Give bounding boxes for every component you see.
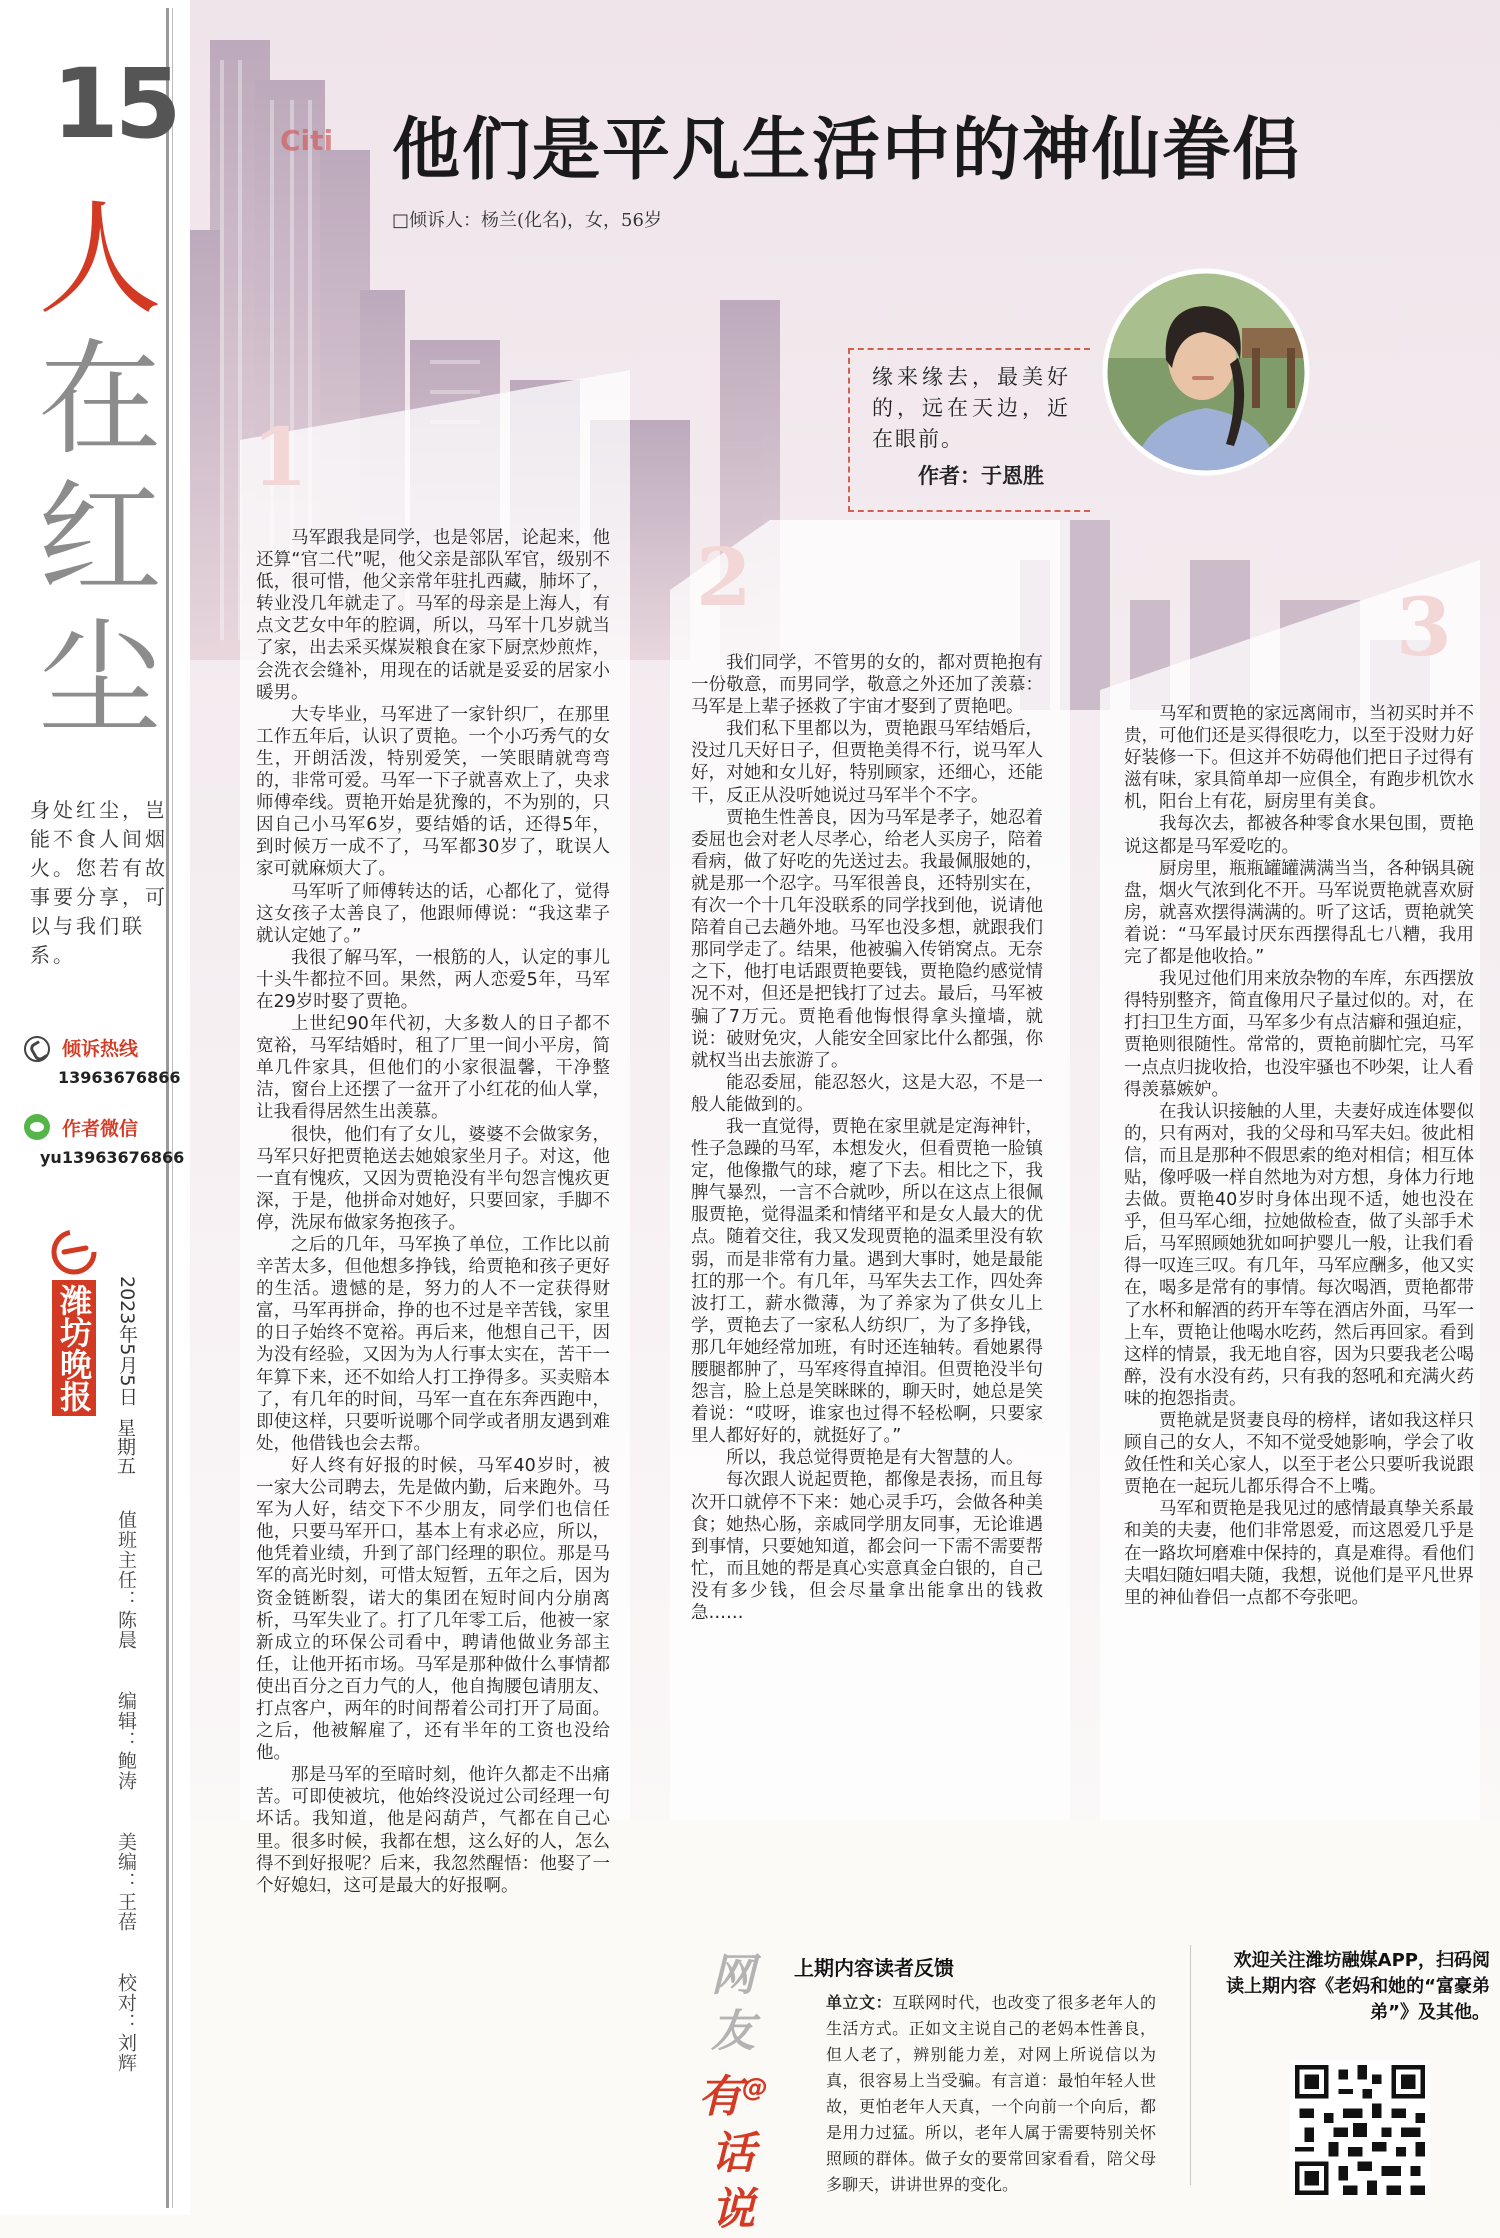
phone-icon	[24, 1036, 50, 1062]
feedback-logo-char: 话	[711, 2127, 755, 2179]
paragraph: 马军和贾艳是我见过的感情最真挚关系最和美的夫妻，他们非常恩爱，而这恩爱几乎是在一路坎坷磨难中保持的，真是难得。看他们夫唱妇随妇唱夫随，我想，说他们是平凡世界里的神仙眷侣一点都不夸张吧。	[1124, 1499, 1474, 1608]
paragraph: 每次跟人说起贾艳，都像是表扬，而且每次开口就停不下来：她心灵手巧，会做各种美食；她热心肠，亲戚同学朋友同事，无论谁遇到事情，只要她知道，都会问一下需不需要帮忙，而且她的帮是真心实意真金白银的，自己没有多少钱，但会尽量拿出能拿出的钱救急……	[691, 1470, 1043, 1624]
paragraph: 上世纪90年代初，大多数人的日子都不宽裕，马军结婚时，租了厂里一间小平房，简单几件家具，但他们的小家很温馨，干净整洁，窗台上还摆了一盆开了小红花的仙人掌，让我看得居然生出羡慕。	[256, 1014, 610, 1123]
wechat-id: yu13963676866	[40, 1148, 185, 1167]
narrator-line: □倾诉人：杨兰(化名)，女，56岁	[392, 210, 662, 231]
page-number: 15	[52, 48, 178, 160]
feedback-divider	[1190, 1945, 1191, 2185]
paragraph: 我很了解马军，一根筋的人，认定的事儿十头牛都拉不回。果然，两人恋爱5年，马军在29岁时娶了贾艳。	[256, 947, 610, 1012]
feedback-logo-char	[688, 2060, 778, 2126]
issue-date: 2023年5月5日	[116, 1276, 138, 1406]
svg-text:Citi: Citi	[280, 124, 334, 157]
paragraph: 我们同学，不管男的女的，都对贾艳抱有一份敬意，而男同学，敬意之外还加了羡慕：马军是上辈子拯救了宇宙才娶到了贾艳吧。	[691, 653, 1043, 718]
section-number-1: 1	[252, 410, 308, 504]
section-title-char: 红	[38, 468, 163, 612]
hotline-label: 倾诉热线	[62, 1038, 139, 1060]
paragraph: 我见过他们用来放杂物的车库，东西摆放得特别整齐，简直像用尺子量过似的。对，在打扫卫生方面，马军多少有点洁癖和强迫症，贾艳则很随性。常常的，贾艳前脚忙完，马军一点点归拢收拾，也没牢骚也不吵架，让人看得羡慕嫉妒。	[1124, 969, 1474, 1100]
paragraph: 那是马军的至暗时刻，他许久都走不出痛苦。可即使被坑，他始终没说过公司经理一句坏话。我知道，他是闷葫芦，气都在自己心里。很多时候，我都在想，这么好的人，怎么得不到好报呢？后来，我忽然醒悟：他娶了一个好媳妇，这可是最大的好报啊。	[256, 1765, 610, 1896]
section-title-char: 尘	[38, 608, 163, 752]
qr-code-icon[interactable]	[1290, 2060, 1430, 2200]
paragraph: 马军跟我是同学，也是邻居，论起来，他还算“官二代”呢，他父亲是部队军官，级别不低，很可惜，他父亲常年驻扎西藏，肺坏了，转业没几年就走了。马军的母亲是上海人，有点文艺女中年的腔调，所以，马军十几岁就当了家，出去采买煤炭粮食在家下厨烹炒煎炸，会洗衣会缝补，用现在的话就是妥妥的居家小暖男。	[256, 528, 610, 703]
article-column-1	[256, 527, 610, 1897]
newspaper-logo-icon	[50, 1228, 98, 1276]
section-number-3: 3	[1396, 580, 1452, 674]
section-title-char: 人	[38, 188, 163, 332]
wechat-icon	[24, 1114, 50, 1140]
feedback-title: 上期内容读者反馈	[794, 1956, 954, 1980]
paragraph: 贾艳生性善良，因为马军是孝子，她忍着委屈也会对老人尽孝心，给老人买房子，陪着看病，做了好吃的先送过去。我最佩服她的，就是那一个忍字。马军很善良，还特别实在，有次一个十几年没联系的同学找到他，说请他陪着自己去趟外地。马军也没多想，就跟我们那同学走了。结果，他被骗入传销窝点。无奈之下，他打电话跟贾艳要钱，贾艳隐约感觉情况不对，但还是把钱打了过去。最后，马军被骗了7万元。贾艳看他悔恨得拿头撞墙，就说：破财免灾，人能安全回家比什么都强，你就权当出去旅游了。	[691, 807, 1043, 1071]
credit-duty: 值班主任：陈晨	[115, 1510, 137, 1650]
newspaper-name	[52, 1280, 96, 1416]
feedback-body	[826, 1990, 1156, 2198]
paragraph: 厨房里，瓶瓶罐罐满满当当，各种锅具碗盘，烟火气浓到化不开。马军说贾艳就喜欢厨房，就喜欢摆得满满的。听了这话，贾艳就笑着说：“马军最讨厌东西摆得乱七八糟，我用完了都是他收拾。”	[1124, 858, 1474, 968]
rail-divider	[166, 8, 169, 2208]
paragraph: 能忍委屈，能忍怒火，这是大忍，不是一般人能做到的。	[691, 1072, 1043, 1115]
credit-proofreader: 校对：刘辉	[115, 1973, 137, 2074]
paragraph: 之后的几年，马军换了单位，工作比以前辛苦太多，但他想多挣钱，给贾艳和孩子更好的生活。遗憾的是，努力的人不一定获得财富，马军再拼命，挣的也不过是辛苦钱，家里的日子始终不宽裕。再后来，他想自己干，因为没有经验，又因为为人行事太实在，苦干一年算下来，还不如给人打工挣得多。买卖赔本了，有几年的时间，马军一直在东奔西跑中，即使这样，只要听说哪个同学或者朋友遇到难处，他借钱也会去帮。	[256, 1235, 610, 1454]
pull-quote: 缘来缘去，最美好的，远在天边，近在眼前。	[872, 365, 1070, 451]
article-column-2	[691, 652, 1043, 1624]
paragraph: 在我认识接触的人里，夫妻好成连体婴似的，只有两对，我的父母和马军夫妇。彼此相信，而且是那种不假思索的绝对相信；相互体贴，像呼吸一样自然地为对方想，身体力行地去做。贾艳40岁时身体出现不适，她也没在乎，但马军心细，拉她做检查，做了头部手术后，马军照顾她犹如呵护婴儿一般，让我们看得一叹连三叹。有几年，马军应酬多，他又实在，喝多是常有的事情。每次喝酒，贾艳都带了水杯和解酒的药开车等在酒店外面，马军一上车，贾艳让他喝水吃药，然后再回家。看到这样的情景，我无地自容，因为只要我老公喝醉，没有水没有药，只有我的怒吼和充满火药味的抱怨指责。	[1124, 1101, 1474, 1409]
feedback-logo-char: 友	[711, 2006, 755, 2057]
section-number-2: 2	[696, 530, 752, 624]
paragraph: 我一直觉得，贾艳在家里就是定海神针，性子急躁的马军，本想发火，但看贾艳一脸镇定，他像撒气的球，瘪了下去。相比之下，我脾气暴烈，一言不合就吵，所以在这点上很佩服贾艳，觉得温柔和情绪平和是女人最大的优点。随着交往，我又发现贾艳的温柔里没有软弱，而是非常有力量。遇到大事时，她是最能扛的那一个。有几年，马军失去工作，四处奔波打工，薪水微薄，为了养家为了供女儿上学，贾艳去了一家私人纺织厂，为了多挣钱，那几年她经常加班，有时还连轴转。看她累得腰腿都肿了，马军疼得直掉泪。但贾艳没半句怨言，脸上总是笑眯眯的，聊天时，她总是笑着说：“哎呀，谁家也过得不轻松啊，只要家里人都好好的，就挺好了。”	[691, 1116, 1043, 1447]
paragraph: 贾艳就是贤妻良母的榜样，诸如我这样只顾自己的女人，不知不觉受她影响，学会了收敛任性和关心家人，以至于老公只要听我说跟贾艳在一起玩儿都乐得合不上嘴。	[1124, 1411, 1474, 1498]
paragraph: 很快，他们有了女儿，婆婆不会做家务，马军只好把贾艳送去她娘家坐月子。对这，他一直有愧疚，又因为贾艳没有半句怨言愧疚更深，于是，他拼命对她好，只要回家，手脚不停，洗尿布做家务抱孩子。	[256, 1124, 610, 1233]
author-portrait	[1102, 268, 1310, 476]
credit-designer: 美编：王蓓	[115, 1832, 137, 1933]
issue-weekday: 星期五	[114, 1418, 136, 1475]
article-column-3	[1124, 703, 1474, 1609]
feedback-logo-char: 网	[711, 1950, 755, 2001]
section-title	[38, 188, 163, 752]
paragraph: 我们私下里都以为，贾艳跟马军结婚后，没过几天好日子，但贾艳美得不行，说马军人好，对她和女儿好，特别顾家，还细心，还能干，反正从没听她说过马军半个不字。	[691, 719, 1043, 806]
at-icon: @	[742, 2073, 768, 2103]
paragraph: 所以，我总觉得贾艳是有大智慧的人。	[726, 1448, 1024, 1469]
invite-text: 身处红尘，岂能不食人间烟火。您若有故事要分享，可以与我们联系。	[30, 798, 168, 967]
app-promo: 欢迎关注潍坊融媒APP，扫码阅读上期内容《老妈和她的“富豪弟弟”》及其他。	[1226, 1950, 1490, 2023]
paragraph: 大专毕业，马军进了一家针织厂，在那里工作五年后，认识了贾艳。一个小巧秀气的女生，开朗活泼，特别爱笑，一笑眼睛就弯弯的，非常可爱。马军一下子就喜欢上了，央求师傅牵线。贾艳开始是犹豫的，不为别的，只因自己小马军6岁，要结婚的话，还得5年，到时候万一成不了，马军都30岁了，耽误人家可就麻烦大了。	[256, 704, 610, 880]
paragraph: 马军和贾艳的家远离闹市，当初买时并不贵，可他们还是买得很吃力，以至于没财力好好装修一下。但这并不妨碍他们把日子过得有滋有味，家具简单却一应俱全，有跑步机饮水机，阳台上有花，厨房里有美食。	[1124, 704, 1474, 813]
rail-divider-thin	[172, 8, 173, 2208]
section-title-char: 在	[38, 328, 163, 472]
paragraph: 马军听了师傅转达的话，心都化了，觉得这女孩子太善良了，他跟师傅说：“我这辈子就认定她了。”	[256, 881, 610, 946]
feedback-text: 互联网时代，也改变了很多老年人的生活方式。正如文主说自己的老妈本性善良，但人老了，辨别能力差，对网上所说信以为真，很容易上当受骗。有言道：最怕年轻人世故，更怕老年人天真，一个向前一个向后，都是用力过猛。所以，老年人属于需要特别关怀照顾的群体。做子女的要常回家看看，陪父母多聊天，讲讲世界的变化。	[826, 1993, 1156, 2194]
paragraph: 我每次去，都被各种零食水果包围，贾艳说这都是马军爱吃的。	[1124, 814, 1474, 857]
article-headline: 他们是平凡生活中的神仙眷侣	[392, 111, 1303, 190]
hotline-number: 13963676866	[58, 1068, 181, 1087]
newspaper-name-text: 潍坊晚报	[55, 1284, 93, 1412]
feedback-logo	[688, 1948, 778, 2238]
feedback-logo-char: 说	[711, 2183, 755, 2235]
staff-credits	[114, 1510, 138, 2073]
feedback-logo-you: 有	[698, 2071, 742, 2123]
wechat-label: 作者微信	[62, 1118, 139, 1140]
credit-editor: 编辑：鲍涛	[115, 1691, 137, 1792]
feedback-name: 单立文：	[826, 1993, 893, 2012]
author-byline: 作者：于恩胜	[918, 464, 1044, 488]
paragraph: 好人终有好报的时候，马军40岁时，被一家大公司聘去，先是做内勤，后来跑外。马军为人好，结交下不少朋友，同学们也信任他，只要马军开口，基本上有求必应，所以，他凭着业绩，升到了部门经理的职位。那是马军的高光时刻，可惜太短暂，五年之后，因为资金链断裂，诺大的集团在短时间内分崩离析，马军失业了。打了几年零工后，他被一家新成立的环保公司看中，聘请他做业务部主任，让他开拓市场。马军是那种做什么事情都使出百分之百力气的人，他自掏腰包请朋友、打点客户，两年的时间帮着公司打开了局面。之后，他被解雇了，还有半年的工资也没给他。	[256, 1455, 610, 1764]
